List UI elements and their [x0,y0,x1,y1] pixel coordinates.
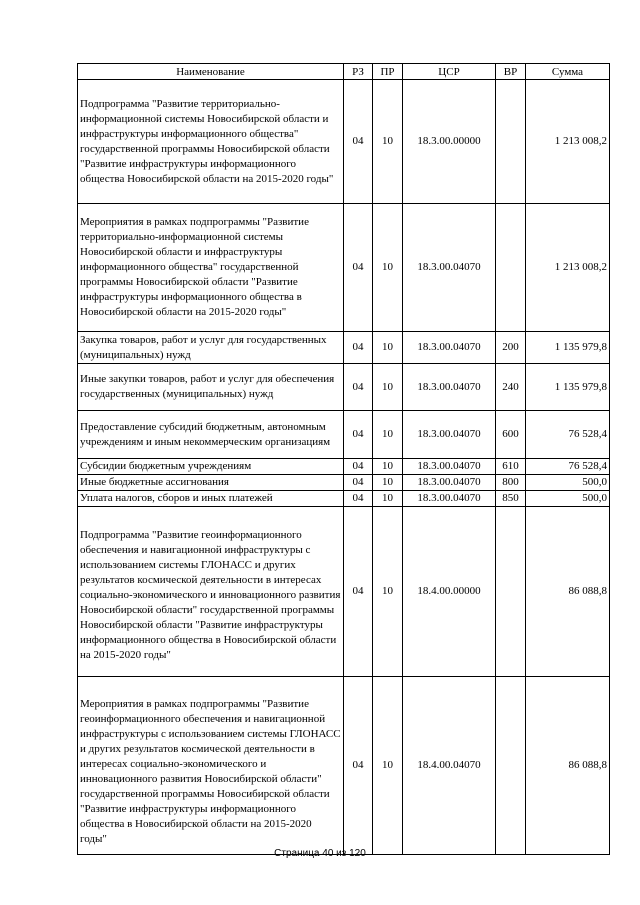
table-row [78,411,610,459]
page-number: Страница 40 из 120 [274,848,366,859]
row-pr: 10 [373,507,403,677]
header-vr: ВР [496,64,526,80]
row-sum: 1 135 979,8 [526,364,610,411]
table-row [78,677,610,855]
row-name: Субсидии бюджетным учреждениям [78,459,344,475]
row-vr [496,677,526,855]
row-vr: 800 [496,475,526,491]
row-csr: 18.3.00.04070 [403,459,496,475]
row-csr: 18.3.00.00000 [403,80,496,204]
row-vr [496,204,526,332]
row-pr: 10 [373,364,403,411]
row-csr: 18.3.00.04070 [403,475,496,491]
row-rz: 04 [344,411,373,459]
row-sum: 86 088,8 [526,677,610,855]
row-csr: 18.3.00.04070 [403,332,496,364]
table-row [78,507,610,677]
row-sum: 500,0 [526,491,610,507]
row-name: Подпрограмма "Развитие геоинформационного обеспечения и навигационной инфраструктуры с использованием системы ГЛОНАСС и других результатов космической деятельности в интересах социально-экономического и инновационного развития Новосибирской области" государственной программы Новосибирской области "Развитие инфраструктуры информационного общества в Новосибирской области на 2015-2020 годы" [78,507,344,677]
row-csr: 18.3.00.04070 [403,411,496,459]
row-sum: 76 528,4 [526,411,610,459]
row-rz: 04 [344,677,373,855]
row-csr: 18.3.00.04070 [403,364,496,411]
row-pr: 10 [373,204,403,332]
row-sum: 1 135 979,8 [526,332,610,364]
row-vr: 610 [496,459,526,475]
row-name: Закупка товаров, работ и услуг для государственных (муниципальных) нужд [78,332,344,364]
row-sum: 86 088,8 [526,507,610,677]
header-pr: ПР [373,64,403,80]
table-header-row [78,64,610,80]
row-sum: 1 213 008,2 [526,80,610,204]
row-rz: 04 [344,332,373,364]
row-name: Подпрограмма "Развитие территориально-информационной системы Новосибирской области и инфраструктуры информационного общества" государственной программы Новосибирской области "Развитие инфраструктуры информационного общества Новосибирской области на 2015-2020 годы" [78,80,344,204]
row-sum: 76 528,4 [526,459,610,475]
header-sum: Сумма [526,64,610,80]
row-vr: 850 [496,491,526,507]
header-csr: ЦСР [403,64,496,80]
table-row [78,475,610,491]
budget-table [77,63,610,855]
table-row [78,491,610,507]
row-rz: 04 [344,459,373,475]
row-name: Иные закупки товаров, работ и услуг для обеспечения государственных (муниципальных) нужд [78,364,344,411]
table-row [78,364,610,411]
row-pr: 10 [373,332,403,364]
header-rz: РЗ [344,64,373,80]
header-name: Наименование [78,64,344,80]
row-rz: 04 [344,507,373,677]
table-row [78,204,610,332]
row-rz: 04 [344,475,373,491]
row-csr: 18.4.00.04070 [403,677,496,855]
table-row [78,332,610,364]
row-pr: 10 [373,475,403,491]
row-pr: 10 [373,411,403,459]
row-vr: 200 [496,332,526,364]
row-csr: 18.3.00.04070 [403,491,496,507]
row-name: Мероприятия в рамках подпрограммы "Развитие территориально-информационной системы Новосибирской области и инфраструктуры информационного общества" государственной программы Новосибирской области "Развитие инфраструктуры информационного общества в Новосибирской области на 2015-2020 годы" [78,204,344,332]
row-vr: 240 [496,364,526,411]
row-vr [496,507,526,677]
row-csr: 18.3.00.04070 [403,204,496,332]
row-rz: 04 [344,364,373,411]
row-rz: 04 [344,204,373,332]
row-pr: 10 [373,80,403,204]
row-sum: 1 213 008,2 [526,204,610,332]
row-vr [496,80,526,204]
row-rz: 04 [344,80,373,204]
row-name: Мероприятия в рамках подпрограммы "Развитие геоинформационного обеспечения и навигационной инфраструктуры с использованием системы ГЛОНАСС и других результатов космической деятельности в интересах социально-экономического и инновационного развития Новосибирской области" государственной программы Новосибирской области "Развитие инфраструктуры информационного общества в Новосибирской области на 2015-2020 годы" [78,677,344,855]
table-row [78,80,610,204]
row-pr: 10 [373,677,403,855]
row-name: Иные бюджетные ассигнования [78,475,344,491]
row-csr: 18.4.00.00000 [403,507,496,677]
table-row [78,459,610,475]
row-name: Уплата налогов, сборов и иных платежей [78,491,344,507]
row-pr: 10 [373,459,403,475]
row-name: Предоставление субсидий бюджетным, автономным учреждениям и иным некоммерческим организациям [78,411,344,459]
row-sum: 500,0 [526,475,610,491]
row-pr: 10 [373,491,403,507]
row-rz: 04 [344,491,373,507]
row-vr: 600 [496,411,526,459]
